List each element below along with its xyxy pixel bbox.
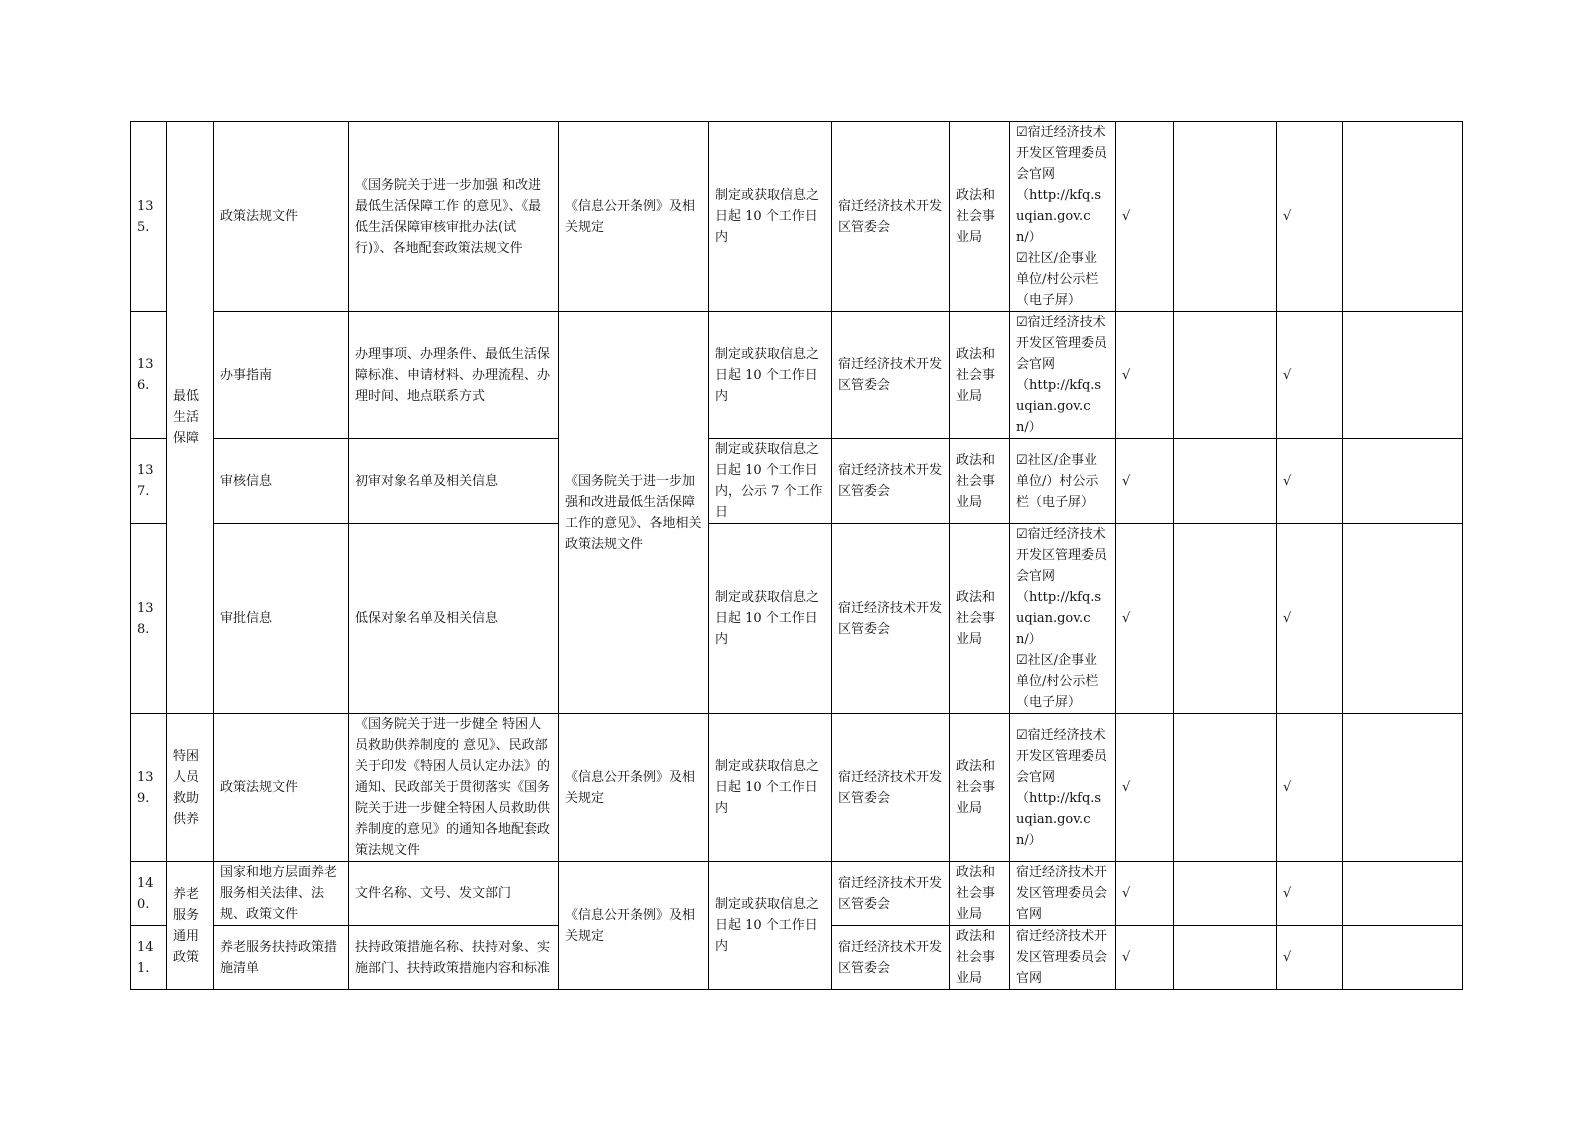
time-cell: 制定或获取信息之日起 10 个工作日内: [709, 714, 832, 862]
check-mark: √: [1116, 862, 1174, 926]
check-mark: √: [1277, 439, 1343, 524]
content-cell: 办理事项、办理条件、最低生活保障标准、申请材料、办理流程、办理时间、地点联系方式: [349, 312, 559, 439]
channel-line: （http://kfq.suqian.gov.cn/）: [1016, 378, 1102, 435]
item-cell: 政策法规文件: [214, 714, 349, 862]
empty-cell: [1174, 439, 1277, 524]
dept-cell: 政法和社会事业局: [950, 122, 1010, 312]
channel-line: （http://kfq.suqian.gov.cn/）: [1016, 590, 1102, 647]
subject-cell: 宿迁经济技术开发区管委会: [832, 926, 950, 990]
check-mark: √: [1277, 862, 1343, 926]
dept-cell: 政法和社会事业局: [950, 439, 1010, 524]
empty-cell: [1343, 926, 1463, 990]
check-mark: √: [1116, 312, 1174, 439]
table-row: [131, 862, 1463, 926]
check-mark: √: [1116, 926, 1174, 990]
empty-cell: [1343, 862, 1463, 926]
channel-cell: [1010, 926, 1116, 990]
basis-cell: 《国务院关于进一步加强和改进最低生活保障工作的意见》、各地相关政策法规文件: [559, 312, 709, 714]
item-cell: 办事指南: [214, 312, 349, 439]
basis-cell: 《信息公开条例》及相关规定: [559, 122, 709, 312]
channel-cell: [1010, 862, 1116, 926]
channel-cell: [1010, 524, 1116, 714]
row-number: 139.: [131, 714, 167, 862]
basis-cell: 《信息公开条例》及相关规定: [559, 862, 709, 990]
empty-cell: [1174, 524, 1277, 714]
dept-cell: 政法和社会事业局: [950, 714, 1010, 862]
category-cell: 最低生活保障: [167, 122, 214, 714]
disclosure-table: [130, 121, 1463, 990]
empty-cell: [1174, 714, 1277, 862]
table-row: [131, 524, 1463, 714]
channel-line: （http://kfq.suqian.gov.cn/）: [1016, 790, 1102, 848]
content-cell: 《国务院关于进一步加强 和改进最低生活保障工作 的意见》、《最低生活保障审核审批办法(试行)》、各地配套政策法规文件: [349, 122, 559, 312]
item-cell: 政策法规文件: [214, 122, 349, 312]
empty-cell: [1174, 862, 1277, 926]
empty-cell: [1174, 312, 1277, 439]
channel-line: ☑社区/企事业单位/村公示栏（电子屏）: [1016, 653, 1099, 710]
channel-cell: [1010, 714, 1116, 862]
check-mark: √: [1277, 122, 1343, 312]
row-number: 137.: [131, 439, 167, 524]
channel-cell: [1010, 312, 1116, 439]
dept-cell: 政法和社会事业局: [950, 312, 1010, 439]
empty-cell: [1174, 122, 1277, 312]
time-cell: 制定或获取信息之日起 10 个工作日内: [709, 312, 832, 439]
time-cell: 制定或获取信息之日起 10 个工作日内，公示 7 个工作日: [709, 439, 832, 524]
empty-cell: [1343, 122, 1463, 312]
time-cell: 制定或获取信息之日起 10 个工作日内: [709, 524, 832, 714]
empty-cell: [1343, 312, 1463, 439]
content-cell: 《国务院关于进一步健全 特困人员救助供养制度的 意见》、民政部关于印发《特困人员认定办法》的通知、民政部关于贯彻落实《国务院关于进一步健全特困人员救助供养制度的意见》的通知各地配套政策法规文件: [349, 714, 559, 862]
channel-line: 宿迁经济技术开发区管理委员会官网: [1016, 865, 1108, 922]
check-mark: √: [1277, 926, 1343, 990]
category-cell: 养老服务通用政策: [167, 862, 214, 990]
channel-line: ☑社区/企事业单位/村公示栏（电子屏）: [1016, 251, 1099, 308]
table-row: [131, 714, 1463, 862]
subject-cell: 宿迁经济技术开发区管委会: [832, 714, 950, 862]
empty-cell: [1343, 714, 1463, 862]
category-cell: 特困人员救助供养: [167, 714, 214, 862]
channel-cell: [1010, 122, 1116, 312]
table-row: [131, 312, 1463, 439]
channel-line: ☑宿迁经济技术开发区管理委员会官网: [1016, 315, 1108, 372]
check-mark: √: [1116, 524, 1174, 714]
channel-line: ☑宿迁经济技术开发区管理委员会官网: [1016, 527, 1108, 584]
time-cell: 制定或获取信息之日起 10 个工作日内: [709, 122, 832, 312]
subject-cell: 宿迁经济技术开发区管委会: [832, 524, 950, 714]
row-number: 140.: [131, 862, 167, 926]
basis-cell: 《信息公开条例》及相关规定: [559, 714, 709, 862]
content-cell: 扶持政策措施名称、扶持对象、实施部门、扶持政策措施内容和标准: [349, 926, 559, 990]
channel-line: ☑社区/企事业单位/）村公示栏（电子屏）: [1016, 452, 1099, 510]
channel-line: 宿迁经济技术开发区管理委员会官网: [1016, 929, 1108, 986]
channel-line: （http://kfq.suqian.gov.cn/）: [1016, 188, 1102, 245]
row-number: 135.: [131, 122, 167, 312]
item-cell: 养老服务扶持政策措施清单: [214, 926, 349, 990]
item-cell: 审批信息: [214, 524, 349, 714]
dept-cell: 政法和社会事业局: [950, 926, 1010, 990]
channel-line: ☑宿迁经济技术开发区管理委员会官网: [1016, 125, 1108, 182]
channel-cell: [1010, 439, 1116, 524]
row-number: 136.: [131, 312, 167, 439]
check-mark: √: [1116, 122, 1174, 312]
empty-cell: [1343, 524, 1463, 714]
check-mark: √: [1116, 439, 1174, 524]
table-row: [131, 122, 1463, 312]
subject-cell: 宿迁经济技术开发区管委会: [832, 862, 950, 926]
subject-cell: 宿迁经济技术开发区管委会: [832, 122, 950, 312]
empty-cell: [1343, 439, 1463, 524]
channel-line: ☑宿迁经济技术开发区管理委员会官网: [1016, 727, 1108, 785]
content-cell: 文件名称、文号、发文部门: [349, 862, 559, 926]
content-cell: 初审对象名单及相关信息: [349, 439, 559, 524]
table-row: [131, 439, 1463, 524]
content-cell: 低保对象名单及相关信息: [349, 524, 559, 714]
check-mark: √: [1277, 714, 1343, 862]
dept-cell: 政法和社会事业局: [950, 524, 1010, 714]
subject-cell: 宿迁经济技术开发区管委会: [832, 439, 950, 524]
empty-cell: [1174, 926, 1277, 990]
item-cell: 审核信息: [214, 439, 349, 524]
subject-cell: 宿迁经济技术开发区管委会: [832, 312, 950, 439]
check-mark: √: [1277, 312, 1343, 439]
check-mark: √: [1116, 714, 1174, 862]
time-cell: 制定或获取信息之日起 10 个工作日内: [709, 862, 832, 990]
item-cell: 国家和地方层面养老服务相关法律、法规、政策文件: [214, 862, 349, 926]
check-mark: √: [1277, 524, 1343, 714]
dept-cell: 政法和社会事业局: [950, 862, 1010, 926]
row-number: 141.: [131, 926, 167, 990]
row-number: 138.: [131, 524, 167, 714]
